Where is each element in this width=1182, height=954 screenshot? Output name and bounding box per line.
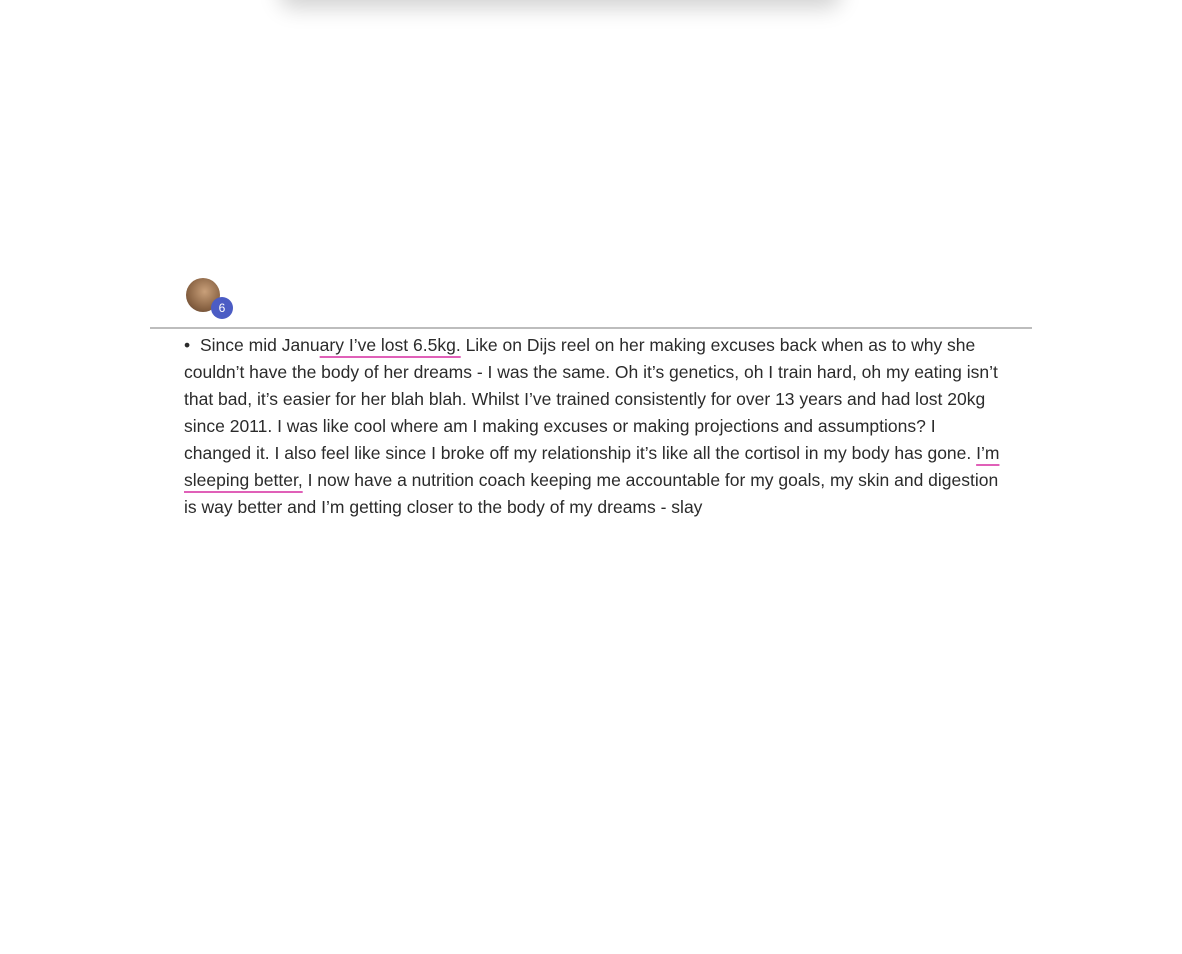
- segment-0: Since mid Janu: [200, 335, 320, 355]
- section-divider: [150, 327, 1032, 329]
- highlight-lost-weight[interactable]: ary I’ve lost 6.5kg.: [319, 335, 461, 355]
- bullet-item: [184, 332, 1006, 521]
- highlight-sleeping-better[interactable]: I’m sleeping better,: [184, 443, 1000, 490]
- segment-4: I now have a nutrition coach keeping me accountable for my goals, my skin and digestion is way better and I’m getting closer to the body of my dreams - slay: [184, 470, 999, 517]
- note-body: [184, 332, 1014, 528]
- avatar-count-badge: 6: [211, 297, 233, 319]
- segment-2: Like on Dijs reel on her making excuses back when as to why she couldn’t have the body of her dreams - I was the same. Oh it’s genetics, oh I train hard, oh my eating isn’t that bad, it’s easier for her blah blah. Whilst I’ve trained consistently for over 13 years and had lost 20kg since 2011. I was like cool where am I making excuses or making projections and assumptions? I changed it. I also feel like since I broke off my relationship it’s like all the cortisol in my body has gone.: [184, 335, 998, 463]
- bullet-marker: •: [184, 335, 191, 355]
